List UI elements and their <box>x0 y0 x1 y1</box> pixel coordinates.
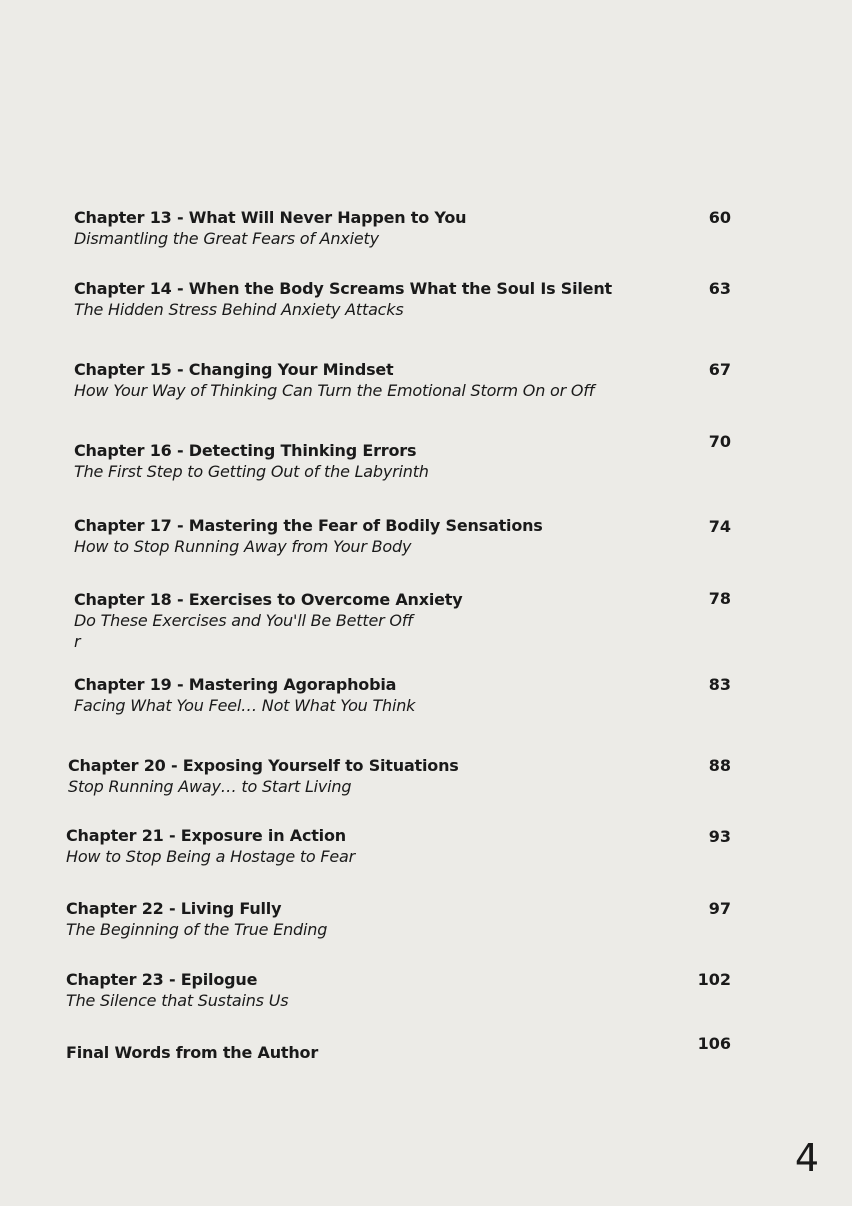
chapter-page: 67 <box>708 360 731 379</box>
chapter-title: Chapter 14 - When the Body Screams What the Soul Is Silent <box>74 279 612 298</box>
chapter-subtitle: The Silence that Sustains Us <box>66 991 289 1010</box>
chapter-page: 63 <box>708 279 731 298</box>
chapter-title: Chapter 23 - Epilogue <box>66 970 258 989</box>
chapter-title: Chapter 16 - Detecting Thinking Errors <box>74 441 417 460</box>
page-number: 4 <box>794 1136 819 1180</box>
chapter-title: Chapter 21 - Exposure in Action <box>66 826 346 845</box>
toc-entry <box>74 207 754 249</box>
toc-entry <box>66 969 746 1011</box>
chapter-title: Chapter 20 - Exposing Yourself to Situations <box>68 756 459 775</box>
chapter-title: Final Words from the Author <box>66 1043 319 1062</box>
chapter-subtitle: Dismantling the Great Fears of Anxiety <box>74 229 379 248</box>
chapter-title: Chapter 13 - What Will Never Happen to You <box>74 208 467 227</box>
chapter-subtitle: How Your Way of Thinking Can Turn the Emotional Storm On or Off <box>74 381 595 400</box>
toc-entry <box>74 515 754 557</box>
toc-entry <box>68 755 748 797</box>
chapter-page: 93 <box>708 827 731 846</box>
chapter-page: 102 <box>697 970 731 989</box>
chapter-subtitle: Do These Exercises and You'll Be Better Off <box>74 611 413 630</box>
chapter-subtitle: How to Stop Running Away from Your Body <box>74 537 412 556</box>
toc-entry <box>66 1042 746 1063</box>
toc-entry <box>66 825 746 867</box>
chapter-subtitle: The Beginning of the True Ending <box>66 920 328 939</box>
toc-entry <box>74 278 754 320</box>
toc-entry <box>74 674 754 716</box>
chapter-page: 88 <box>708 756 731 775</box>
chapter-page: 97 <box>708 899 731 918</box>
chapter-title: Chapter 17 - Mastering the Fear of Bodily Sensations <box>74 516 543 535</box>
toc-entry <box>74 440 754 482</box>
chapter-page: 70 <box>708 432 731 451</box>
toc-entry <box>74 359 754 401</box>
chapter-page: 74 <box>708 517 731 536</box>
chapter-title: Chapter 19 - Mastering Agoraphobia <box>74 675 397 694</box>
chapter-subtitle: Stop Running Away… to Start Living <box>68 777 352 796</box>
chapter-page: 60 <box>708 208 731 227</box>
chapter-page: 78 <box>708 589 731 608</box>
chapter-subtitle-extra: r <box>74 632 81 651</box>
chapter-page: 83 <box>708 675 731 694</box>
toc-entry <box>66 898 746 940</box>
chapter-title: Chapter 15 - Changing Your Mindset <box>74 360 394 379</box>
chapter-subtitle: How to Stop Being a Hostage to Fear <box>66 847 356 866</box>
chapter-title: Chapter 22 - Living Fully <box>66 899 282 918</box>
chapter-page: 106 <box>697 1034 731 1053</box>
chapter-title: Chapter 18 - Exercises to Overcome Anxiety <box>74 590 463 609</box>
toc-entry <box>74 589 754 652</box>
chapter-subtitle: The Hidden Stress Behind Anxiety Attacks <box>74 300 404 319</box>
chapter-subtitle: Facing What You Feel… Not What You Think <box>74 696 416 715</box>
chapter-subtitle: The First Step to Getting Out of the Labyrinth <box>74 462 429 481</box>
